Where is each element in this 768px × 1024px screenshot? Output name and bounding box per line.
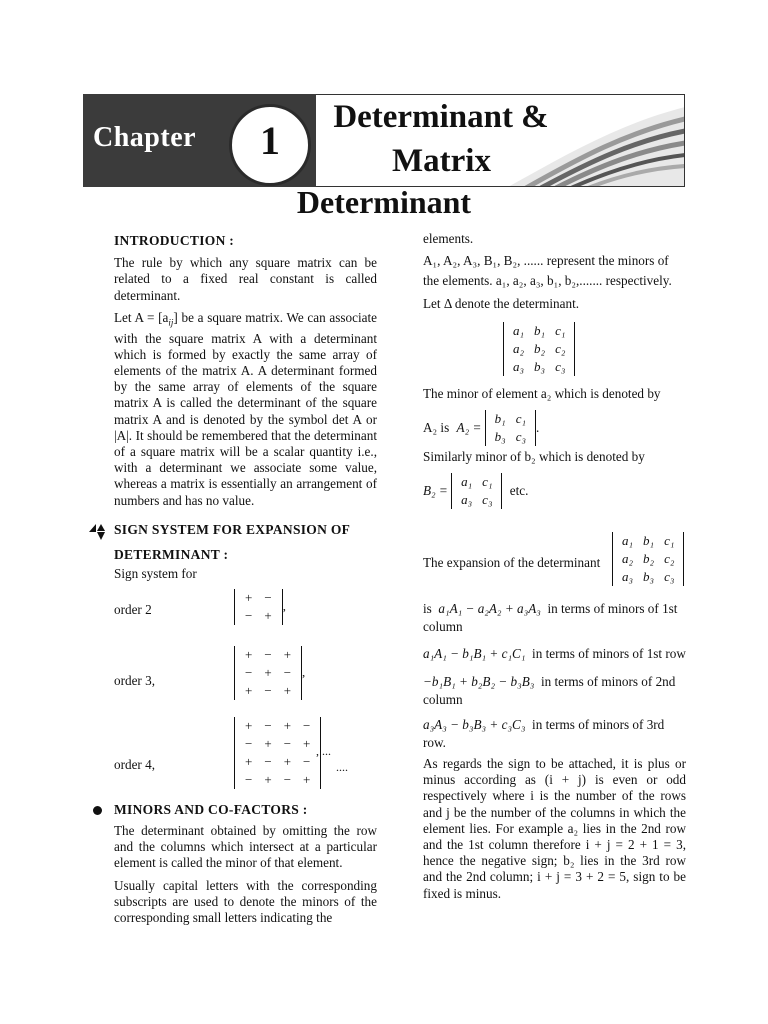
- determinant-element: a₁: [513, 323, 525, 338]
- sign-cell: +: [264, 665, 272, 680]
- sign-cell: −: [245, 772, 253, 787]
- determinant-element: b₁: [643, 533, 655, 548]
- expansion-col1: is a₁A₁ − a₂A₂ + a₃A₃ in terms of minors of 1st column: [423, 601, 678, 635]
- sign-cell: −: [283, 736, 292, 751]
- determinant-element: c₃: [664, 569, 675, 584]
- chapter-banner: [83, 94, 685, 187]
- sign-cell: −: [245, 608, 253, 623]
- sign-cell: +: [283, 647, 292, 662]
- chapter-title-panel: [316, 94, 685, 187]
- triangle-arrows-icon: [88, 522, 108, 542]
- sign-cell: −: [283, 772, 292, 787]
- minors-list-line1: A₁, A₂, A₃, B₁, B₂, ...... represent the minors of: [423, 253, 669, 269]
- sign-cell: −: [245, 665, 253, 680]
- determinant-element: b₁: [494, 411, 506, 426]
- sign-cell: +: [264, 772, 272, 787]
- determinant-element: b₃: [643, 569, 655, 584]
- order4-trail-1: , ...: [316, 744, 331, 758]
- determinant-element: b₂: [534, 341, 546, 356]
- sign-cell: −: [264, 647, 272, 662]
- order2-sign-matrix: + − − + ,: [234, 589, 286, 625]
- minors-heading: MINORS AND CO-FACTORS :: [114, 802, 308, 817]
- expansion-col3: a₃A₃ − b₃B₃ + c₃C₃ in terms of minors of 3rd row.: [423, 717, 665, 751]
- chapter-title-line1: Determinant &: [333, 99, 549, 135]
- order3-sign-matrix: + − + − + − + − + ,: [234, 646, 305, 700]
- determinant-element: c₁: [515, 411, 526, 426]
- expansion-col2: −b₁B₁ + b₂B₂ − b₃B₃ in terms of minors of 2nd column: [423, 674, 676, 708]
- sign-cell: −: [303, 754, 311, 769]
- expansion-row1: a₁A₁ − b₁B₁ + c₁C₁ in terms of minors of 1st row: [423, 646, 686, 661]
- sign-cell: +: [283, 754, 292, 769]
- determinant-element: a₁: [622, 533, 634, 548]
- expansion-determinant: [612, 532, 684, 586]
- left-column: [114, 233, 377, 509]
- sign-cell: +: [303, 772, 311, 787]
- order4-sign-matrix: [234, 717, 321, 789]
- determinant-element: c₃: [482, 492, 493, 507]
- sign-cell: +: [245, 754, 253, 769]
- expansion-label: The expansion of the determinant: [423, 555, 601, 570]
- sign-cell: −: [264, 718, 272, 733]
- determinant-element: b₁: [534, 323, 546, 338]
- let-delta-text: Let Δ denote the determinant.: [423, 295, 580, 311]
- minors-paragraph-1: The determinant obtained by omitting the row and the columns which intersect at a particular element is called the minor of that element.: [114, 823, 377, 871]
- sign-cell: +: [245, 683, 253, 698]
- chapter-number-badge: [229, 104, 311, 186]
- chapter-label: Chapter: [93, 122, 197, 153]
- determinant-element: c₃: [555, 359, 566, 374]
- determinant-element: c₂: [555, 341, 566, 356]
- determinant-element: a₃: [622, 569, 634, 584]
- sign-cell: +: [303, 736, 311, 751]
- elements-text: elements.: [423, 231, 474, 246]
- determinant-element: b₃: [534, 359, 546, 374]
- intro-heading: INTRODUCTION :: [114, 233, 235, 248]
- chapter-title-line2: Matrix: [392, 143, 491, 179]
- main-determinant: [503, 322, 575, 376]
- sign-cell: +: [264, 736, 272, 751]
- order4-trail-2: ....: [336, 760, 348, 774]
- sign-cell: +: [283, 683, 292, 698]
- order4-label: order 4,: [114, 757, 156, 772]
- chapter-number: 1: [260, 118, 280, 163]
- minors-list-line2: the elements. a₁, a₂, a₃, b₁, b₂,....... respectively.: [423, 273, 672, 289]
- sign-system-heading: SIGN SYSTEM FOR EXPANSION OF DETERMINANT :: [114, 522, 351, 563]
- determinant-element: c₁: [482, 474, 493, 489]
- determinant-element: b₂: [643, 551, 655, 566]
- sign-rule-paragraph: As regards the sign to be attached, it is plus or minus according as (i + j) is even or odd respectively where i is the number of the rows and j be the number of the columns in which the element lies. For example a₂ lies in the 2nd row and the 1st column therefore i + j = 2 + 1 = 3, hence the negative sign; b₂ lies in the 3rd row and the 2nd column; i + j = 3 + 2 = 5, sign to be fixed is minus.: [423, 756, 686, 901]
- determinant-element: a₃: [461, 492, 473, 507]
- determinant-element: b₃: [494, 429, 506, 444]
- sign-cell: −: [264, 754, 272, 769]
- bullet-icon: [93, 806, 102, 815]
- b2-definition: B₂ = a₁ c₁ a₃ c₃ etc.: [423, 474, 529, 507]
- sign-cell: −: [264, 683, 272, 698]
- order2-label: order 2: [114, 602, 152, 617]
- sign-cell: +: [245, 647, 253, 662]
- determinant-element: c₁: [555, 323, 566, 338]
- a2-definition: A₂ is A₂ = b₁ c₁ b₃ c₃ .: [423, 411, 540, 444]
- right-column-top: [423, 231, 688, 312]
- determinant-element: a₂: [513, 341, 525, 356]
- determinant-element: a₁: [461, 474, 473, 489]
- determinant-element: a₂: [622, 551, 634, 566]
- sign-system-for: Sign system for: [114, 566, 197, 581]
- sign-cell: −: [303, 718, 311, 733]
- minors-paragraph-2: Usually capital letters with the corresponding subscripts are used to denote the minors of the corresponding small letters indicating the: [114, 877, 377, 926]
- section-title: Determinant: [296, 184, 472, 220]
- sign-cell: +: [264, 608, 272, 623]
- similarly-text: Similarly minor of b₂ which is denoted by: [423, 449, 645, 464]
- order3-label: order 3,: [114, 673, 156, 688]
- minor-a2-text: The minor of element a₂ which is denoted by: [423, 386, 661, 401]
- determinant-element: c₃: [515, 429, 526, 444]
- sign-cell: +: [245, 718, 253, 733]
- sign-cell: −: [245, 736, 253, 751]
- sign-cell: +: [245, 590, 253, 605]
- intro-paragraph-2: Let $A = [a_{ij}]$ be a square matrix. We can associate with the square matrix A with a determinant which is formed by exactly the same array of elements of the matrix A. A determinant formed by the same array of elements of the square matrix A is called the determinant of the square matrix A and is denoted by the symbol det A or |A|. It should be remembered that the determinant of a square matrix will be a scalar quantity i.e., with a determinant we associate some value, whereas a matrix is essentially an arrangement of numbers and has no value.: [114, 309, 378, 508]
- intro-paragraph-1: The rule by which any square matrix can be related to a fixed real constant is called determinant.: [114, 255, 377, 303]
- determinant-element: c₂: [664, 551, 675, 566]
- determinant-element: a₃: [513, 359, 525, 374]
- sign-cell: −: [264, 590, 272, 605]
- sign-cell: −: [283, 665, 292, 680]
- minors-body: [114, 823, 377, 926]
- sign-cell: +: [283, 718, 292, 733]
- determinant-element: c₁: [664, 533, 675, 548]
